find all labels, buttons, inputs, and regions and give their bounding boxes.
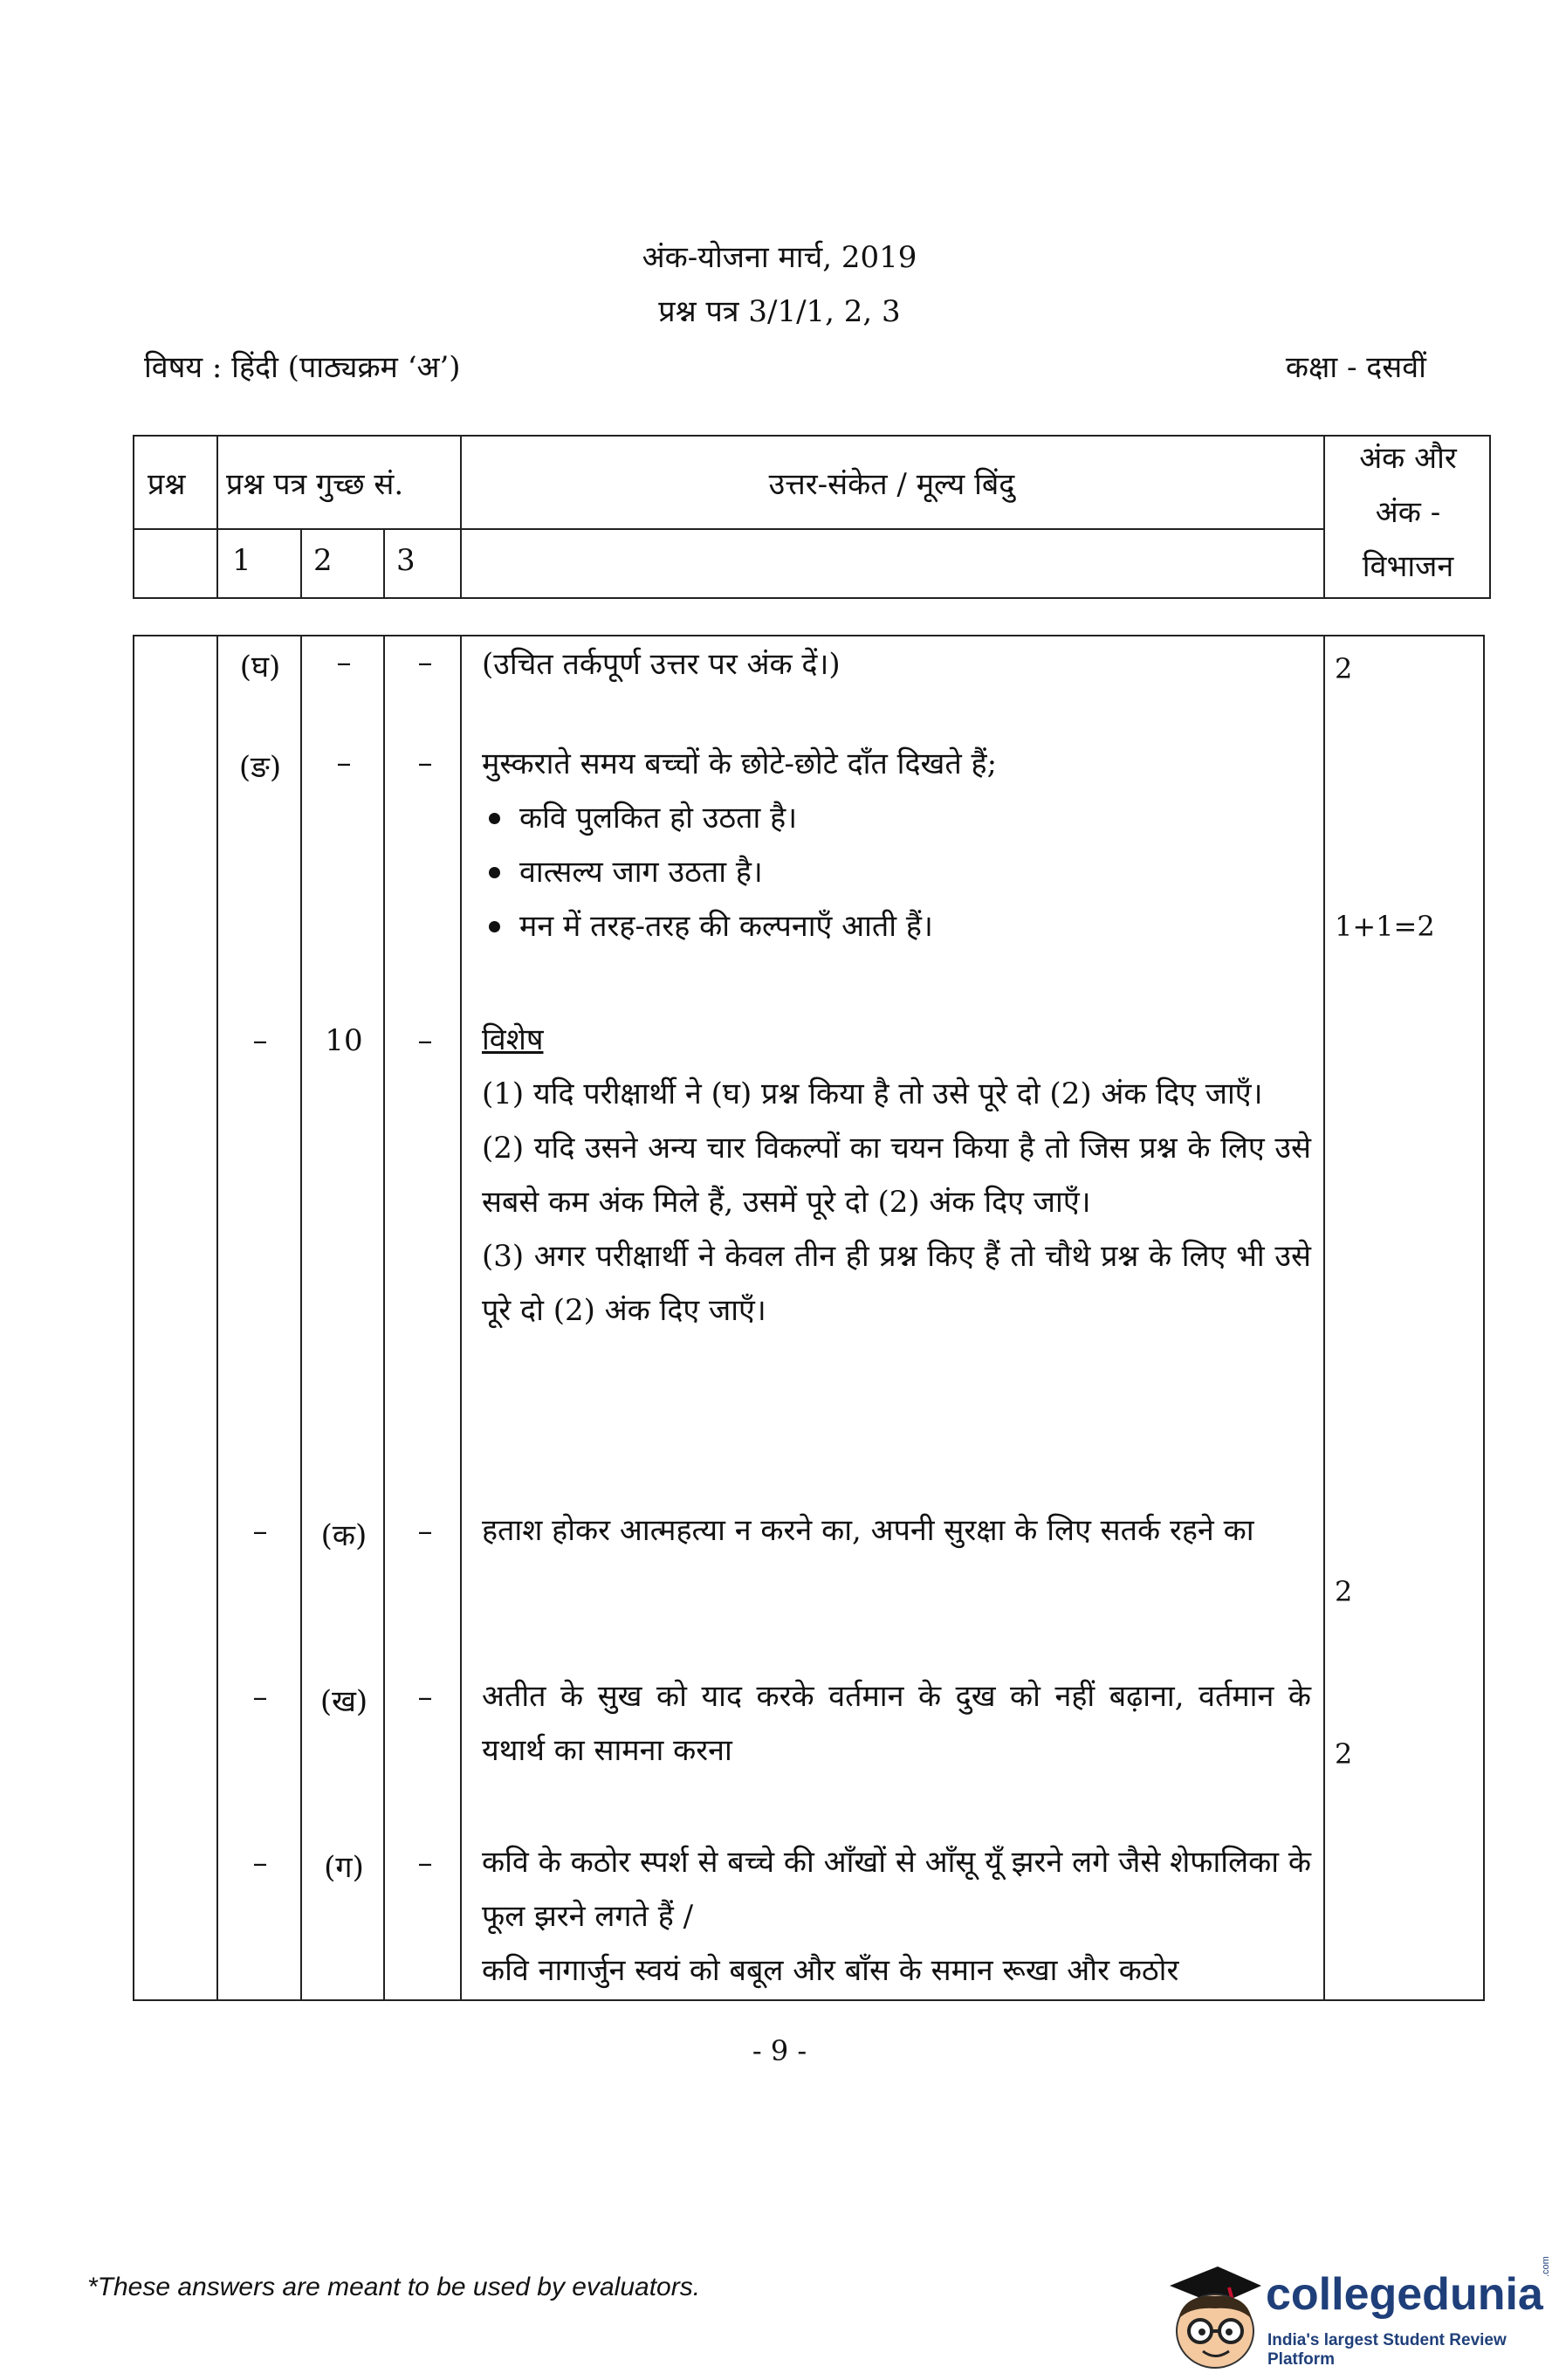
header-marks-2: अंक -: [1375, 495, 1441, 530]
special-note-2: (2) यदि उसने अन्य चार विकल्पों का चयन किया है तो जिस प्रश्न के लिए उसे सबसे कम अंक मिले हैं, उसमें पूरे दो (2) अंक दिए जाएँ।: [482, 1131, 1311, 1220]
answer-cell: [482, 1835, 1311, 1998]
set2-cell: (क): [320, 1518, 367, 1553]
set3-cell: –: [417, 1846, 433, 1881]
answer-table: [133, 635, 1485, 2001]
answer-cell: [482, 737, 1311, 953]
subject-label: विषय : हिंदी (पाठ्यक्रम ‘अ’): [144, 350, 461, 385]
set2-cell: –: [336, 746, 352, 781]
collegedunia-logo[interactable]: [1152, 2251, 1554, 2373]
answer-cell: अतीत के सुख को याद करके वर्तमान के दुख को नहीं बढ़ाना, वर्तमान के यथार्थ का सामना करना: [482, 1679, 1311, 1768]
bullet-icon: [489, 813, 500, 824]
answer-text: कवि के कठोर स्पर्श से बच्चे की आँखों से आँसू यूँ झरने लगे जैसे शेफालिका के फूल झरने लगते हैं /: [482, 1845, 1311, 1934]
set3-cell: –: [417, 1514, 433, 1549]
set2-cell: (ग): [324, 1850, 364, 1885]
evaluator-footnote: *These answers are meant to be used by evaluators.: [87, 2273, 701, 2301]
bullet-item: मन में तरह-तरह की कल्पनाएँ आती हैं।: [482, 899, 1311, 953]
bullet-icon: [489, 921, 500, 932]
marking-scheme-title: अंक-योजना मार्च, 2019: [642, 240, 917, 275]
special-note-1: (1) यदि परीक्षार्थी ने (घ) प्रश्न किया है तो उसे पूरे दो (2) अंक दिए जाएँ।: [482, 1077, 1263, 1111]
answer-text: मुस्कराते समय बच्चों के छोटे-छोटे दाँत दिखते हैं;: [482, 746, 998, 781]
marks-cell: 2: [1335, 652, 1353, 685]
header-table: [133, 435, 1491, 599]
header-set-2: 2: [313, 543, 333, 578]
set2-cell: –: [336, 645, 352, 680]
header-set-3: 3: [396, 543, 416, 578]
set1-cell: (घ): [239, 650, 281, 684]
bullet-item: वात्सल्य जाग उठता है।: [482, 845, 1311, 899]
answer-cell: (उचित तर्कपूर्ण उत्तर पर अंक दें।): [482, 647, 841, 682]
header-set-1: 1: [232, 543, 251, 578]
header-marks-3: विभाजन: [1362, 549, 1454, 584]
bullet-item: कवि पुलकित हो उठता है।: [482, 791, 1311, 845]
set3-cell: –: [417, 746, 433, 781]
special-note-3: (3) अगर परीक्षार्थी ने केवल तीन ही प्रश्न किए हैं तो चौथे प्रश्न के लिए भी उसे पूरे दो (2) अंक दिए जाएँ।: [482, 1239, 1311, 1328]
brand-tagline: India's largest Student Review Platform: [1267, 2331, 1507, 2369]
set3-cell: –: [417, 1680, 433, 1715]
header-answer-points: उत्तर-संकेत / मूल्य बिंदु: [768, 467, 1015, 502]
mascot-icon: [1152, 2251, 1266, 2373]
header-marks-1: अंक और: [1359, 441, 1457, 476]
brand-domain: .com: [1541, 2256, 1551, 2277]
marks-cell: 2: [1335, 1575, 1353, 1608]
answer-text-continued: कवि नागार्जुन स्वयं को बबूल और बाँस के समान रूखा और कठोर: [482, 1953, 1179, 1988]
marks-cell: 2: [1335, 1737, 1353, 1771]
set1-cell: (ङ): [238, 750, 282, 785]
special-heading: विशेष: [482, 1022, 544, 1057]
set1-cell: –: [252, 1846, 268, 1881]
question-paper-code: प्रश्न पत्र 3/1/1, 2, 3: [658, 294, 901, 329]
answer-cell: हताश होकर आत्महत्या न करने का, अपनी सुरक्षा के लिए सतर्क रहने का: [482, 1513, 1254, 1548]
set3-cell: –: [417, 1023, 433, 1058]
header-set-number: प्रश्न पत्र गुच्छ सं.: [226, 467, 404, 502]
set2-cell: (ख): [319, 1684, 368, 1719]
set1-cell: –: [252, 1514, 268, 1549]
class-label: कक्षा - दसवीं: [1285, 350, 1426, 385]
brand-name: collegedunia: [1266, 2269, 1543, 2320]
set1-cell: –: [252, 1680, 268, 1715]
header-question: प्रश्न: [148, 467, 186, 502]
set2-cell: 10: [325, 1023, 363, 1058]
set1-cell: –: [252, 1023, 268, 1058]
set3-cell: –: [417, 645, 433, 680]
page-number: - 9 -: [752, 2034, 807, 2067]
marks-cell: 1+1=2: [1335, 910, 1435, 943]
answer-cell: [482, 1013, 1311, 1338]
bullet-icon: [489, 867, 500, 878]
